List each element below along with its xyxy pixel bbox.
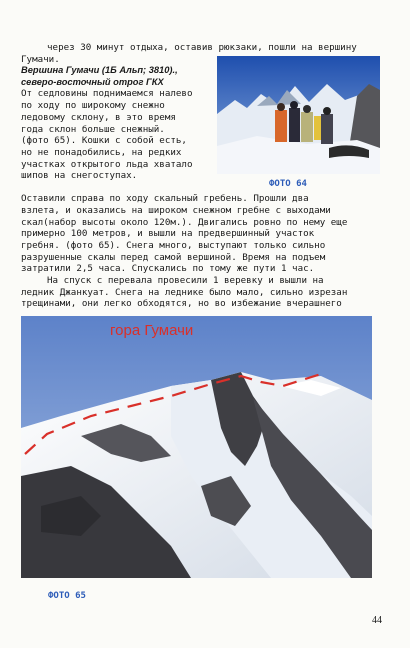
photo-64: [217, 56, 380, 174]
text-line: Гумачи.: [21, 54, 60, 65]
text-line: От седловины поднимаемся налево: [21, 88, 193, 99]
photo-65-caption: ФОТО 65: [48, 591, 86, 601]
photo-64-caption: ФОТО 64: [269, 179, 307, 189]
summit-subtitle: северо-восточный отрог ГКХ: [21, 77, 164, 87]
text-line: разрушенные скалы перед самой вершиной. Время на подъем: [21, 252, 326, 263]
text-line: ледник Джанкуат. Снега на леднике было мало, сильно изрезан: [21, 287, 348, 298]
text-line: но не понадобились, на редких: [21, 147, 182, 158]
text-line: затратили 2,5 часа. Спускались по тому же пути 1 час.: [21, 263, 315, 274]
photo-65: [21, 316, 372, 578]
text-line: через 30 минут отдыха, оставив рюкзаки, пошли на вершину: [47, 42, 357, 53]
mountain-label: гора Гумачи: [110, 322, 194, 339]
text-line: года склон больше снежный.: [21, 124, 165, 135]
text-line: трещинами, они легко обходятся, но во избежание вчерашнего: [21, 298, 342, 309]
text-line: ледовому склону, в это время: [21, 112, 176, 123]
text-line: примерно 100 метров, и вышли на предвершинный участок: [21, 228, 315, 239]
text-line: шипов на снегоступах.: [21, 170, 138, 181]
text-line: гребня. (фото 65). Снега много, выступают только сильно: [21, 240, 326, 251]
text-line: скал(набор высоты около 120м.). Двигались ровно по нему еще: [21, 217, 348, 228]
text-line: по ходу по широкому снежно: [21, 100, 165, 111]
text-line: (фото 65). Кошки с собой есть,: [21, 135, 187, 146]
text-line: взлета, и оказались на широком снежном гребне с выходами: [21, 205, 331, 216]
page-number: 44: [372, 615, 382, 626]
text-line: На спуск с перевала провесили 1 веревку и вышли на: [47, 275, 324, 286]
summit-title: Вершина Гумачи (1Б Альп; 3810).,: [21, 65, 178, 75]
text-line: Оставили справа по ходу скальный гребень. Прошли два: [21, 193, 309, 204]
text-line: участках открытого льда хватало: [21, 159, 193, 170]
